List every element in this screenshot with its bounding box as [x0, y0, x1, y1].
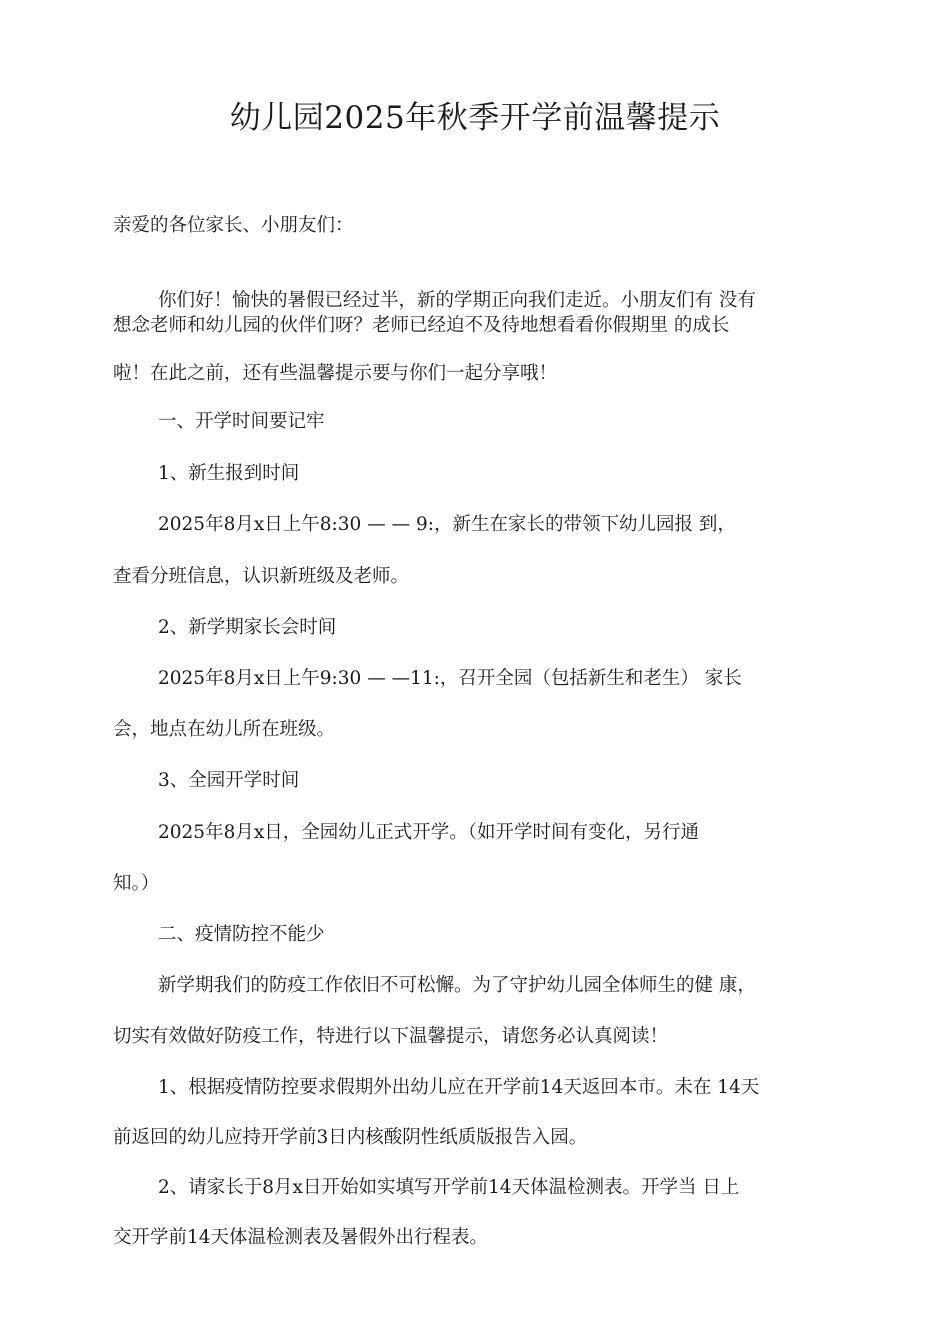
section-heading: 一、开学时间要记牢: [158, 411, 325, 432]
salutation: 亲爱的各位家长、小朋友们：: [113, 215, 354, 236]
document-title: 幼儿园2025年秋季开学前温馨提示: [229, 100, 721, 136]
paragraph-line: 2025年8月x日上午9:30 — —11:，召开全园（包括新生和老生） 家长: [158, 668, 742, 689]
paragraph-line: 2025年8月x日上午8:30 — — 9:，新生在家长的带领下幼儿园报 到，: [158, 514, 736, 535]
paragraph-line: 2、请家长于8月x日开始如实填写开学前14天体温检测表。开学当 日上: [158, 1177, 740, 1198]
paragraph-line: 你们好！愉快的暑假已经过半，新的学期正向我们走近。小朋友们有 没有: [158, 290, 756, 311]
paragraph-line: 想念老师和幼儿园的伙伴们呀？老师已经迫不及待地想看看你假期里 的成长: [113, 315, 730, 336]
subsection-heading: 3、全园开学时间: [158, 770, 300, 791]
paragraph-line: 知。）: [113, 873, 160, 894]
paragraph-line: 1、根据疫情防控要求假期外出幼儿应在开学前14天返回本市。未在 14天: [158, 1077, 760, 1098]
subsection-heading: 1、新生报到时间: [158, 463, 300, 484]
paragraph-line: 交开学前14天体温检测表及暑假外出行程表。: [113, 1227, 489, 1248]
subsection-heading: 2、新学期家长会时间: [158, 617, 337, 638]
paragraph-line: 新学期我们的防疫工作依旧不可松懈。为了守护幼儿园全体师生的健 康，: [158, 975, 756, 996]
paragraph-line: 会，地点在幼儿所在班级。: [113, 719, 336, 740]
paragraph-line: 啦！在此之前，还有些温馨提示要与你们一起分享哦！: [113, 363, 558, 384]
paragraph-line: 2025年8月x日，全园幼儿正式开学。（如开学时间有变化，另行通: [158, 822, 700, 843]
section-heading: 二、疫情防控不能少: [158, 924, 325, 945]
paragraph-line: 切实有效做好防疫工作，特进行以下温馨提示，请您务必认真阅读！: [113, 1026, 669, 1047]
paragraph-line: 查看分班信息，认识新班级及老师。: [113, 566, 410, 587]
paragraph-line: 前返回的幼儿应持开学前3日内核酸阴性纸质版报告入园。: [113, 1127, 588, 1148]
